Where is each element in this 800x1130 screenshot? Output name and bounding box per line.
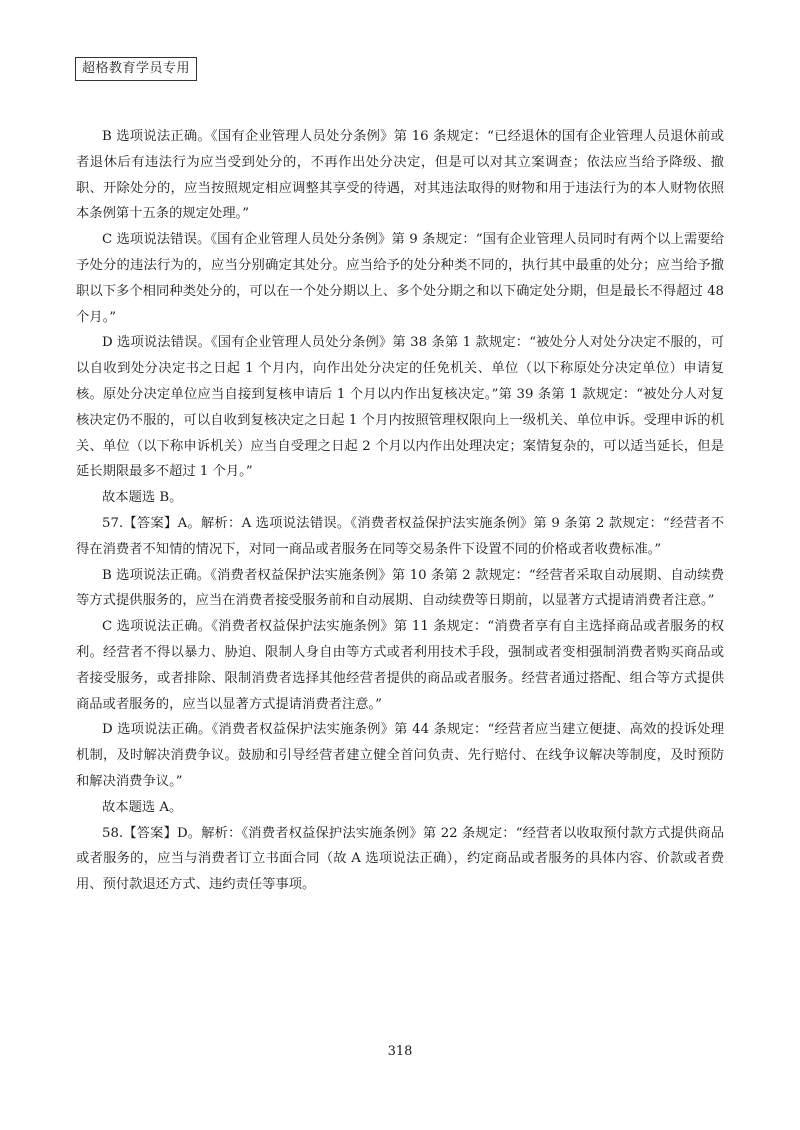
paragraph-q57-b-option: B 选项说法正确。《消费者权益保护法实施条例》第 10 条第 2 款规定：“经营者采取自动展期、自动续费等方式提供服务的，应当在消费者接受服务前和自动展期、自动续费等日期前，以显著方式提请消费者注意。” <box>76 567 724 609</box>
paragraph-answer-57: 故本题选 A。 <box>102 799 183 815</box>
page-body <box>76 124 724 898</box>
paragraph-b-option-article-16: B 选项说法正确。《国有企业管理人员处分条例》第 16 条规定：“已经退休的国有企业管理人员退休前或者退休后有违法行为应当受到处分的，不再作出处分决定，但是可以对其立案调查；依法应当给予降级、撤职、开除处分的，应当按照规定相应调整其享受的待遇，对其违法取得的财物和用于违法行为的本人财物依照本条例第十五条的规定处理。” <box>76 129 724 222</box>
paragraph-d-option-article-38: D 选项说法错误。《国有企业管理人员处分条例》第 38 条第 1 款规定：“被处分人对处分决定不服的，可以自收到处分决定书之日起 1 个月内，向作出处分决定的任免机关、单位（以下称原处分决定单位）申请复核。原处分决定单位应当自接到复核申请后 1 个月以内作出复核决定。”第 39 条第 1 款规定：“被处分人对复核决定仍不服的，可以自收到复核决定之日起 1 个月内按照管理权限向上一级机关、单位申诉。受理申诉的机关、单位（以下称申诉机关）应当自受理之日起 2 个月以内作出处理决定；案情复杂的，可以适当延长，但是延长期限最多不超过 1 个月。” <box>76 335 724 480</box>
paragraph-answer-56: 故本题选 B。 <box>102 490 183 506</box>
paragraph-c-option-article-9: C 选项说法错误。《国有企业管理人员处分条例》第 9 条规定：“国有企业管理人员同时有两个以上需要给予处分的违法行为的，应当分别确定其处分。应当给予的处分种类不同的，执行其中最重的处分；应当给予撤职以下多个相同种类处分的，可以在一个处分期以上、多个处分期之和以下确定处分期，但是最长不得超过 48 个月。” <box>76 232 724 325</box>
paragraph-q57-c-option: C 选项说法正确。《消费者权益保护法实施条例》第 11 条规定：“消费者享有自主选择商品或者服务的权利。经营者不得以暴力、胁迫、限制人身自由等方式或者利用技术手段，强制或者变相强制消费者购买商品或者接受服务，或者排除、限制消费者选择其他经营者提供的商品或者服务。经营者通过搭配、组合等方式提供商品或者服务的，应当以显著方式提请消费者注意。” <box>76 619 724 712</box>
header-label: 超格教育学员专用 <box>75 57 197 81</box>
page-number: 318 <box>387 1044 413 1059</box>
paragraph-q58-answer: 58.【答案】D。解析：《消费者权益保护法实施条例》第 22 条规定：“经营者以收取预付款方式提供商品或者服务的，应当与消费者订立书面合同（故 A 选项说法正确），约定商品或者服务的具体内容、价款或者费用、预付款退还方式、违约责任等事项。 <box>76 825 724 893</box>
paragraph-q57-answer: 57.【答案】A。解析：A 选项说法错误。《消费者权益保护法实施条例》第 9 条第 2 款规定：“经营者不得在消费者不知情的情况下，对同一商品或者服务在同等交易条件下设置不同的价格或者收费标准。” <box>76 515 724 557</box>
paragraph-q57-d-option: D 选项说法正确。《消费者权益保护法实施条例》第 44 条规定：“经营者应当建立便捷、高效的投诉处理机制，及时解决消费争议。鼓励和引导经营者建立健全首问负责、先行赔付、在线争议解决等制度，及时预防和解决消费争议。” <box>76 722 724 789</box>
